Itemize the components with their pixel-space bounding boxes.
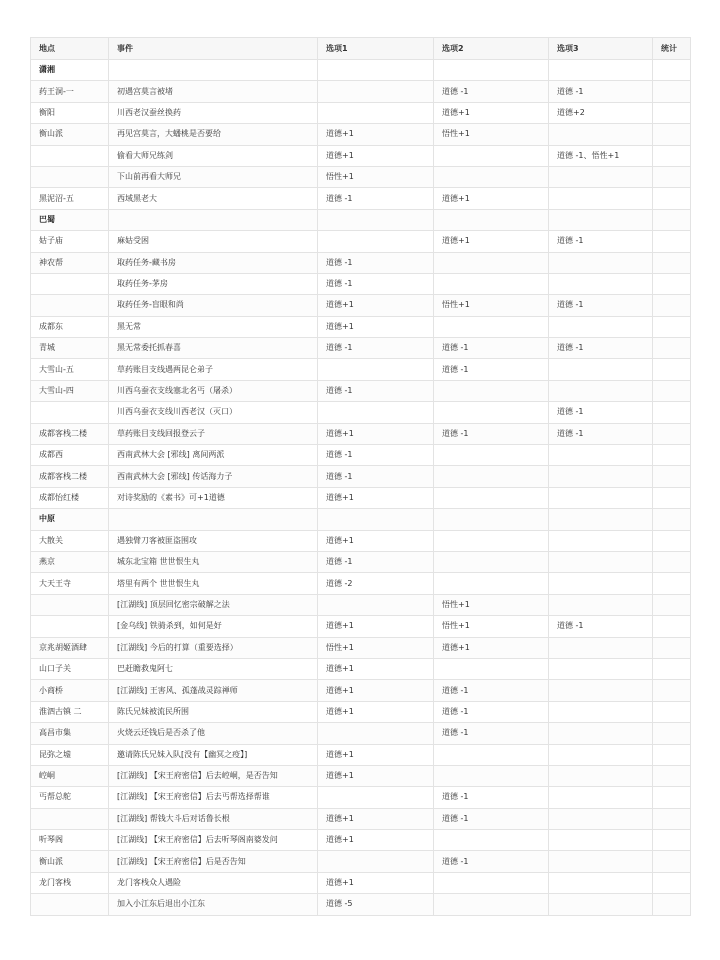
cell-option-3 [549, 787, 653, 808]
cell-stats [653, 680, 691, 701]
cell-stats [653, 380, 691, 401]
cell-location: 大雪山-五 [31, 359, 109, 380]
cell-option-3: 道德 -1 [549, 616, 653, 637]
table-row [31, 380, 691, 401]
cell-location: 小商桥 [31, 680, 109, 701]
cell-option-3: 道德 -1 [549, 423, 653, 444]
cell-stats [653, 723, 691, 744]
cell-event: [江湖线] 【宋王府密信】后去听琴阁南婆发问 [109, 830, 318, 851]
cell-stats [653, 744, 691, 765]
cell-location [31, 894, 109, 915]
cell-location: 衡阳 [31, 102, 109, 123]
cell-stats [653, 359, 691, 380]
cell-location: 丐帮总舵 [31, 787, 109, 808]
table-row [31, 466, 691, 487]
cell-option-3 [549, 445, 653, 466]
cell-option-2 [434, 252, 549, 273]
cell-event: 龙门客栈众人遇险 [109, 872, 318, 893]
cell-option-3 [549, 808, 653, 829]
cell-option-3 [549, 680, 653, 701]
cell-stats [653, 81, 691, 102]
table-row [31, 102, 691, 123]
table-row [31, 765, 691, 786]
table-header-row [31, 38, 691, 60]
cell-event: 麻姑受困 [109, 231, 318, 252]
cell-option-2 [434, 402, 549, 423]
cell-option-3 [549, 380, 653, 401]
column-header-stats: 统计 [653, 38, 691, 60]
cell-event: [金乌线] 铁骑杀到，如何是好 [109, 616, 318, 637]
cell-option-2 [434, 209, 549, 230]
cell-option-2: 道德+1 [434, 637, 549, 658]
cell-option-1: 道德+1 [318, 124, 434, 145]
cell-option-3 [549, 744, 653, 765]
cell-option-3 [549, 166, 653, 187]
table-row [31, 402, 691, 423]
cell-option-2 [434, 551, 549, 572]
cell-stats [653, 701, 691, 722]
cell-option-2: 道德 -1 [434, 701, 549, 722]
cell-option-1: 道德+1 [318, 530, 434, 551]
cell-option-2 [434, 445, 549, 466]
table-row [31, 894, 691, 915]
morality-event-table [30, 37, 691, 916]
cell-option-1: 道德+1 [318, 487, 434, 508]
cell-option-1: 道德 -1 [318, 252, 434, 273]
cell-option-1 [318, 594, 434, 615]
cell-location [31, 402, 109, 423]
cell-location: 神农帮 [31, 252, 109, 273]
cell-option-2: 道德 -1 [434, 851, 549, 872]
table-body [31, 60, 691, 916]
cell-option-3 [549, 530, 653, 551]
cell-location: 高昌市集 [31, 723, 109, 744]
cell-event: 西南武林大会 [邪线] 离间两派 [109, 445, 318, 466]
cell-option-2: 道德 -1 [434, 787, 549, 808]
cell-option-1: 道德 -1 [318, 380, 434, 401]
cell-option-1: 道德+1 [318, 744, 434, 765]
cell-location: 听琴阁 [31, 830, 109, 851]
cell-event: 对诗奖励的《素书》可+1道德 [109, 487, 318, 508]
cell-event: 偷看大师兄练剑 [109, 145, 318, 166]
cell-location: 燕京 [31, 551, 109, 572]
cell-option-3 [549, 765, 653, 786]
cell-stats [653, 316, 691, 337]
cell-option-2: 道德+1 [434, 188, 549, 209]
cell-location: 崆峒 [31, 765, 109, 786]
cell-option-3 [549, 723, 653, 744]
cell-location [31, 295, 109, 316]
cell-option-1: 道德+1 [318, 808, 434, 829]
cell-option-2 [434, 872, 549, 893]
table-row [31, 787, 691, 808]
cell-event: 取药任务-盲眼和尚 [109, 295, 318, 316]
cell-stats [653, 295, 691, 316]
cell-option-3 [549, 509, 653, 530]
cell-option-2: 道德 -1 [434, 81, 549, 102]
cell-option-2 [434, 380, 549, 401]
cell-option-2 [434, 765, 549, 786]
cell-option-2 [434, 466, 549, 487]
cell-event: 草药账目支线回报登云子 [109, 423, 318, 444]
cell-stats [653, 273, 691, 294]
cell-option-3 [549, 594, 653, 615]
region-row [31, 209, 691, 230]
cell-option-1: 道德+1 [318, 658, 434, 679]
cell-option-2 [434, 573, 549, 594]
cell-option-2: 悟性+1 [434, 616, 549, 637]
cell-event: 加入小江东后退出小江东 [109, 894, 318, 915]
cell-stats [653, 894, 691, 915]
cell-event: [江湖线] 【宋王府密信】后去丐帮选择帮谁 [109, 787, 318, 808]
cell-event [109, 509, 318, 530]
cell-event: 草药账目支线遇两昆仑弟子 [109, 359, 318, 380]
cell-location [31, 616, 109, 637]
table-row [31, 273, 691, 294]
cell-option-1: 道德+1 [318, 295, 434, 316]
cell-option-2 [434, 509, 549, 530]
cell-event: 川西老汉蚕丝换药 [109, 102, 318, 123]
cell-option-2 [434, 487, 549, 508]
cell-stats [653, 530, 691, 551]
cell-option-1: 道德 -1 [318, 445, 434, 466]
cell-option-1: 道德 -1 [318, 551, 434, 572]
cell-option-1: 道德+1 [318, 765, 434, 786]
cell-option-1: 道德 -5 [318, 894, 434, 915]
cell-option-2 [434, 273, 549, 294]
cell-stats [653, 872, 691, 893]
cell-location: 山口子关 [31, 658, 109, 679]
region-name: 中原 [31, 509, 109, 530]
cell-option-1: 道德+1 [318, 701, 434, 722]
cell-option-2 [434, 530, 549, 551]
table-row [31, 423, 691, 444]
cell-event: 巴赶瞻救鬼阿七 [109, 658, 318, 679]
cell-option-1: 道德+1 [318, 423, 434, 444]
cell-stats [653, 423, 691, 444]
cell-option-3 [549, 851, 653, 872]
cell-option-2 [434, 830, 549, 851]
table-row [31, 166, 691, 187]
cell-option-1 [318, 60, 434, 81]
column-header-option-2: 选项2 [434, 38, 549, 60]
cell-option-2: 道德 -1 [434, 680, 549, 701]
cell-location: 成都怡红楼 [31, 487, 109, 508]
table-row [31, 530, 691, 551]
table-row [31, 145, 691, 166]
table-row [31, 81, 691, 102]
cell-option-1: 悟性+1 [318, 637, 434, 658]
cell-event: 火烧云还钱后是否杀了他 [109, 723, 318, 744]
cell-event [109, 60, 318, 81]
cell-event: 西南武林大会 [邪线] 传话海力子 [109, 466, 318, 487]
cell-stats [653, 466, 691, 487]
cell-event: [江湖线] 王害风、孤蓬战灵踪禅师 [109, 680, 318, 701]
cell-option-1: 道德 -1 [318, 273, 434, 294]
table-row [31, 723, 691, 744]
cell-stats [653, 124, 691, 145]
cell-location: 淮泗古镇 二 [31, 701, 109, 722]
cell-option-1 [318, 851, 434, 872]
cell-option-3 [549, 701, 653, 722]
cell-location: 大散关 [31, 530, 109, 551]
cell-option-1: 道德 -1 [318, 188, 434, 209]
cell-stats [653, 765, 691, 786]
cell-location [31, 594, 109, 615]
cell-option-3 [549, 466, 653, 487]
cell-event: 初遇宫莫言被堵 [109, 81, 318, 102]
cell-location: 衡山派 [31, 124, 109, 145]
cell-location: 大天王寺 [31, 573, 109, 594]
cell-event: 下山前再看大师兄 [109, 166, 318, 187]
cell-stats [653, 551, 691, 572]
cell-option-2: 道德 -1 [434, 338, 549, 359]
table-row [31, 445, 691, 466]
cell-option-2: 悟性+1 [434, 295, 549, 316]
cell-stats [653, 188, 691, 209]
cell-event: 遇独臂刀客被匪盗围攻 [109, 530, 318, 551]
cell-option-1 [318, 231, 434, 252]
table-row [31, 252, 691, 273]
cell-option-1: 道德 -1 [318, 338, 434, 359]
cell-option-3 [549, 573, 653, 594]
cell-stats [653, 445, 691, 466]
cell-location: 姑子庙 [31, 231, 109, 252]
cell-option-1 [318, 509, 434, 530]
cell-stats [653, 787, 691, 808]
cell-option-3 [549, 273, 653, 294]
cell-option-1: 道德+1 [318, 616, 434, 637]
cell-option-3 [549, 252, 653, 273]
cell-event: 川西乌蚕衣支线川西老汉（灭口） [109, 402, 318, 423]
cell-event: 城东北宝箱 世世恨生丸 [109, 551, 318, 572]
cell-option-2: 道德 -1 [434, 359, 549, 380]
cell-option-1 [318, 402, 434, 423]
table-row [31, 616, 691, 637]
cell-location: 大雪山-四 [31, 380, 109, 401]
cell-location [31, 166, 109, 187]
cell-option-3 [549, 872, 653, 893]
cell-event: [江湖线] 帮钱大斗后对话鲁长根 [109, 808, 318, 829]
cell-location: 成都东 [31, 316, 109, 337]
cell-option-2 [434, 744, 549, 765]
table-row [31, 872, 691, 893]
cell-stats [653, 573, 691, 594]
cell-stats [653, 338, 691, 359]
cell-stats [653, 60, 691, 81]
cell-option-3 [549, 209, 653, 230]
cell-event [109, 209, 318, 230]
column-header-location: 地点 [31, 38, 109, 60]
cell-location: 黑泥沼-五 [31, 188, 109, 209]
table-row [31, 637, 691, 658]
cell-stats [653, 102, 691, 123]
cell-event: 取药任务-茅房 [109, 273, 318, 294]
cell-location: 成都西 [31, 445, 109, 466]
region-row [31, 509, 691, 530]
cell-option-3 [549, 359, 653, 380]
table-row [31, 487, 691, 508]
table-row [31, 338, 691, 359]
cell-option-2: 悟性+1 [434, 124, 549, 145]
cell-option-2: 道德 -1 [434, 808, 549, 829]
cell-option-2: 道德 -1 [434, 423, 549, 444]
cell-location [31, 273, 109, 294]
cell-stats [653, 830, 691, 851]
table-row [31, 316, 691, 337]
table-row [31, 188, 691, 209]
region-name: 巴蜀 [31, 209, 109, 230]
cell-option-2 [434, 166, 549, 187]
cell-option-3: 道德 -1 [549, 338, 653, 359]
cell-event: 黑无常委托抓春喜 [109, 338, 318, 359]
cell-location: 成都客栈二楼 [31, 423, 109, 444]
cell-location: 成都客栈二楼 [31, 466, 109, 487]
cell-event: 黑无常 [109, 316, 318, 337]
cell-location: 龙门客栈 [31, 872, 109, 893]
cell-stats [653, 658, 691, 679]
table-row [31, 808, 691, 829]
cell-stats [653, 616, 691, 637]
cell-option-2 [434, 60, 549, 81]
cell-event: 塔里有两个 世世恨生丸 [109, 573, 318, 594]
cell-option-1: 道德 -1 [318, 466, 434, 487]
cell-option-3 [549, 188, 653, 209]
cell-event: [江湖线] 今后的打算（重要选择） [109, 637, 318, 658]
region-row [31, 60, 691, 81]
table-row [31, 231, 691, 252]
cell-option-2: 悟性+1 [434, 594, 549, 615]
table-row [31, 573, 691, 594]
cell-stats [653, 509, 691, 530]
cell-option-1: 道德+1 [318, 145, 434, 166]
cell-option-3 [549, 658, 653, 679]
cell-option-1 [318, 209, 434, 230]
cell-location [31, 145, 109, 166]
cell-event: 邀请陈氏兄妹入队[没有【幽冥之疫】] [109, 744, 318, 765]
cell-option-3 [549, 60, 653, 81]
region-name: 潇湘 [31, 60, 109, 81]
cell-event: 西域黑老大 [109, 188, 318, 209]
cell-event: [江湖线] 【宋王府密信】后是否告知 [109, 851, 318, 872]
column-header-option-3: 选项3 [549, 38, 653, 60]
table-row [31, 830, 691, 851]
cell-option-1: 道德+1 [318, 872, 434, 893]
cell-stats [653, 145, 691, 166]
cell-option-2 [434, 145, 549, 166]
cell-stats [653, 166, 691, 187]
cell-event: 取药任务-藏书房 [109, 252, 318, 273]
cell-option-3: 道德 -1 [549, 402, 653, 423]
cell-option-3: 道德 -1 [549, 295, 653, 316]
cell-option-1 [318, 723, 434, 744]
table-row [31, 701, 691, 722]
cell-option-3: 道德 -1 [549, 81, 653, 102]
table-row [31, 658, 691, 679]
cell-location: 青城 [31, 338, 109, 359]
cell-stats [653, 487, 691, 508]
cell-option-2 [434, 658, 549, 679]
table-row [31, 551, 691, 572]
cell-option-3 [549, 316, 653, 337]
cell-option-1 [318, 787, 434, 808]
cell-option-3 [549, 894, 653, 915]
cell-option-2 [434, 894, 549, 915]
cell-stats [653, 252, 691, 273]
cell-location [31, 808, 109, 829]
cell-event: 再见宫莫言，大蟠桃是否要给 [109, 124, 318, 145]
table-row [31, 680, 691, 701]
cell-stats [653, 594, 691, 615]
cell-option-1 [318, 102, 434, 123]
cell-option-2 [434, 316, 549, 337]
column-header-event: 事件 [109, 38, 318, 60]
cell-option-1: 悟性+1 [318, 166, 434, 187]
cell-stats [653, 808, 691, 829]
cell-stats [653, 231, 691, 252]
column-header-option-1: 选项1 [318, 38, 434, 60]
cell-option-1: 道德+1 [318, 680, 434, 701]
table-row [31, 295, 691, 316]
cell-stats [653, 637, 691, 658]
table-row [31, 594, 691, 615]
cell-option-2: 道德 -1 [434, 723, 549, 744]
cell-stats [653, 209, 691, 230]
cell-option-2: 道德+1 [434, 102, 549, 123]
table-row [31, 851, 691, 872]
cell-event: 陈氏兄妹被流民所围 [109, 701, 318, 722]
cell-event: 川西乌蚕衣支线塞北名丐（屠杀） [109, 380, 318, 401]
table-row [31, 744, 691, 765]
table-row [31, 124, 691, 145]
cell-option-1 [318, 81, 434, 102]
cell-option-1: 道德+1 [318, 316, 434, 337]
cell-option-3: 道德 -1、悟性+1 [549, 145, 653, 166]
table-row [31, 359, 691, 380]
event-table-container [30, 37, 690, 916]
cell-event: [江湖线] 顶层回忆密宗破解之法 [109, 594, 318, 615]
cell-location: 衡山派 [31, 851, 109, 872]
cell-option-3: 道德+2 [549, 102, 653, 123]
cell-option-1: 道德+1 [318, 830, 434, 851]
cell-option-1: 道德 -2 [318, 573, 434, 594]
cell-option-3 [549, 830, 653, 851]
cell-option-3 [549, 551, 653, 572]
cell-option-3 [549, 637, 653, 658]
cell-option-3: 道德 -1 [549, 231, 653, 252]
cell-option-1 [318, 359, 434, 380]
cell-location: 药王洞-一 [31, 81, 109, 102]
cell-stats [653, 402, 691, 423]
cell-option-3 [549, 487, 653, 508]
cell-event: [江湖线] 【宋王府密信】后去崆峒，是否告知 [109, 765, 318, 786]
cell-location: 昆弥之墟 [31, 744, 109, 765]
cell-location: 京兆胡姬酒肆 [31, 637, 109, 658]
cell-option-2: 道德+1 [434, 231, 549, 252]
cell-option-3 [549, 124, 653, 145]
cell-stats [653, 851, 691, 872]
